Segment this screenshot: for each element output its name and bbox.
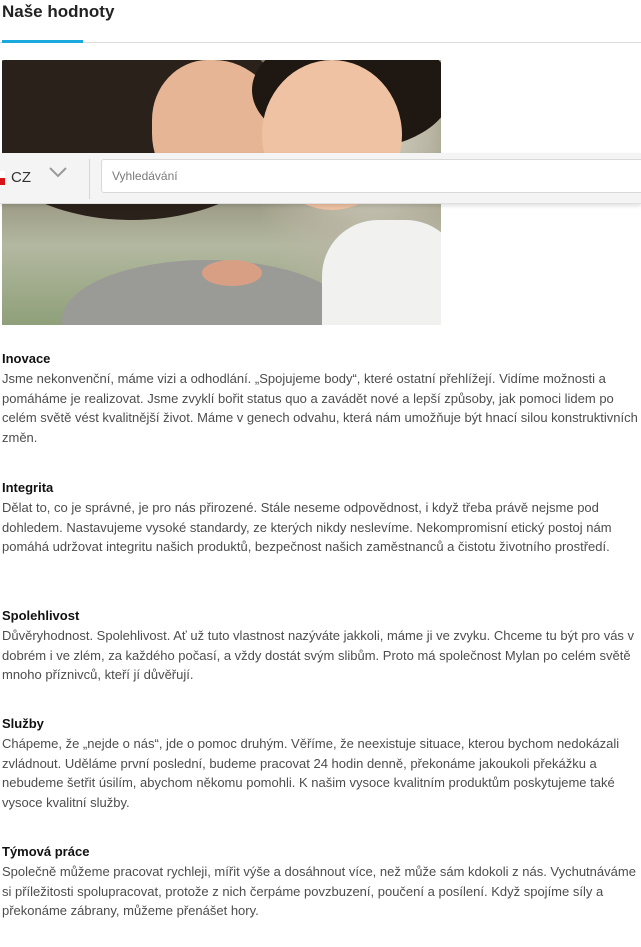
chevron-down-icon[interactable] [48,165,68,179]
title-divider [0,42,641,43]
section-text: Jsme nekonvenční, máme vizi a odhodlání. „Spojujeme body“, které ostatní přehlížejí. Vidíme možnosti a pomáháme je realizovat. Jsme zvyklí bořit status quo a zavádět nové a lepší způsoby, jak pomoci lidem po celém světě vést kvalitnější život. Máme v genech odvahu, která nám umožňuje být hnací silou konstruktivních změn. [2,371,638,445]
search-input[interactable] [101,159,641,193]
section-text: Společně můžeme pracovat rychleji, mířit výše a dosáhnout více, než může sám kdokoli z nás. Vychutnáváme si příležitosti spolupracovat, protože z nich čerpáme povzbuzení, poučení a posílení. Když spojíme síly a překonáme zábrany, můžeme přenášet hory. [2,864,636,918]
section-text: Důvěryhodnost. Spolehlivost. Ať už tuto vlastnost nazýváte jakkoli, máme ji ve zvyku. Chceme tu být pro vás v dobrém i ve zlém, za každého počasí, a vždy dostát svým slibům. Proto má společnost Mylan po celém světě mnoho příznivců, kteří jí důvěřují. [2,628,635,682]
section-text: Chápeme, že „nejde o nás“, jde o pomoc druhým. Věříme, že neexistuje situace, kterou bychom nedokázali zvládnout. Uděláme první poslední, budeme pracovat 24 hodin denně, překonáme jakoukoli překážku a nebudeme šetřit úsilím, abychom někomu pomohli. K našim vysoce kvalitním produktům poskytujeme také vysoce kvalitní služby. [2,736,620,810]
section-heading: Spolehlivost [2,608,80,623]
section-text: Dělat to, co je správné, je pro nás přirozené. Stále neseme odpovědnost, i když třeba právě nejsme pod dohledem. Nastavujeme vysoké standardy, ze kterých nikdy neslevíme. Nekompromisní etický postoj nám pomáhá udržovat integritu našich produktů, bezpečnost našich zaměstnanců a čistotu životního prostředí. [2,500,612,554]
section-heading: Týmová práce [2,844,90,859]
value-section-sluzby [2,715,638,812]
title-accent-underline [2,40,83,43]
section-heading: Integrita [2,480,54,495]
value-section-tymova-prace [2,843,638,921]
value-section-spolehlivost [2,607,638,685]
section-heading: Inovace [2,351,51,366]
header-toolbar [0,153,641,204]
language-selector-label[interactable]: CZ [11,169,31,186]
czech-flag-icon [0,171,5,185]
value-section-integrita [2,479,638,557]
toolbar-divider [89,159,90,199]
page-title: Naše hodnoty [2,2,115,21]
section-heading: Služby [2,716,44,731]
value-section-inovace [2,350,638,447]
